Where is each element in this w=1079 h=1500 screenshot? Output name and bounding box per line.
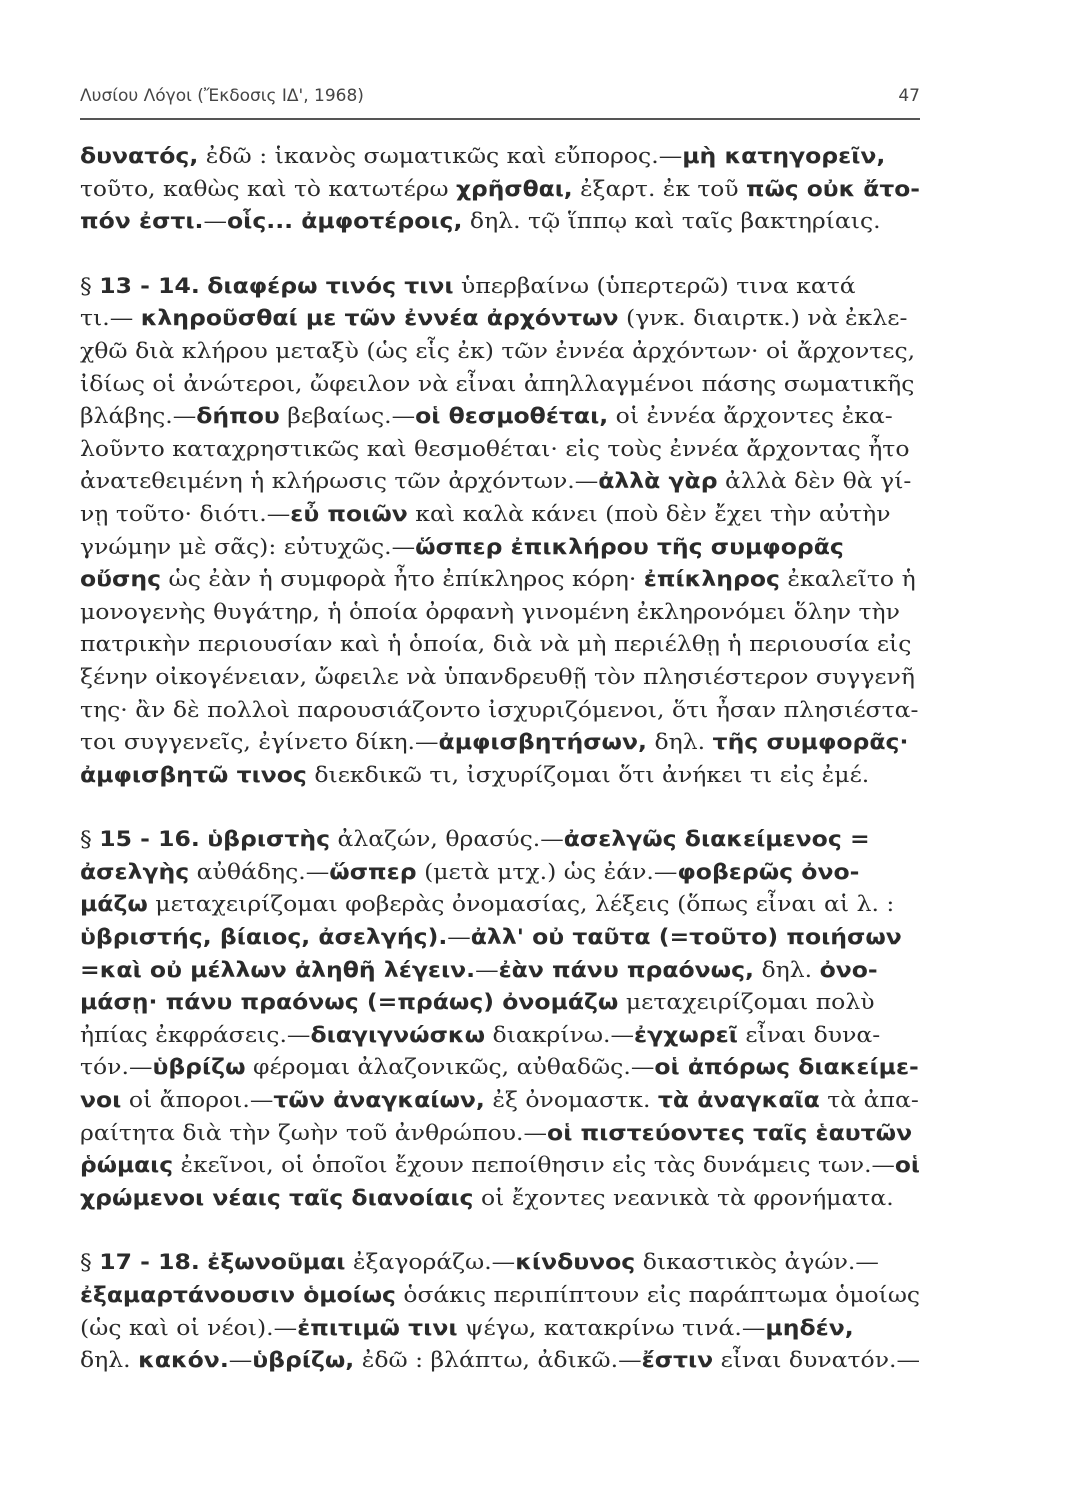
text-line [80,986,920,1019]
lemma-term: τῆς συμφορᾶς· [712,730,909,755]
gloss-text: τι.— [80,306,141,331]
text-line [80,1182,920,1215]
gloss-text: ἐξαγοράζω.— [345,1250,516,1275]
gloss-text: ἀλλὰ δὲν θὰ γί- [717,469,912,494]
line-content [80,921,902,954]
gloss-text: δικαστικὸς ἀγών.— [635,1250,879,1275]
lemma-term: ἀλλ' οὐ ταῦτα (=τοῦτο) ποιήσων [470,925,902,950]
commentary-paragraph [80,270,920,792]
lemma-term: ἐξαμαρτάνουσιν ὁμοίως [80,1283,396,1307]
text-line [80,1084,920,1117]
gloss-text: βλάβης.— [80,404,197,429]
lemma-term: ἀμφισβητῶ τινος [80,762,307,787]
lemma-term: τῶν ἀναγκαίων, [273,1088,485,1113]
text-line [80,596,920,629]
line-content [80,433,909,466]
gloss-text: ἀλαζών, θρασύς.— [330,827,564,852]
text-line [80,563,920,596]
gloss-text: οἱ ἄποροι.— [121,1088,274,1113]
line-content [80,954,878,987]
running-header [80,86,920,114]
gloss-text: ψέγω, κατακρίνω τινά.— [457,1315,766,1340]
line-content [80,856,859,889]
gloss-text: § [80,827,100,852]
gloss-text: — [203,209,228,234]
gloss-text: § [80,273,100,298]
line-content [80,823,870,856]
gloss-text: της· ἂν δὲ πολλοὶ παρουσιάζοντο ἰσχυριζόμενοι, ὅτι ἦσαν πλησιέστα- [80,697,919,722]
text-line [80,335,920,368]
lemma-term: διαφέρω τινός τινι [207,273,454,298]
line-content [80,986,875,1019]
gloss-text: εἶναι δυνα- [737,1022,881,1047]
text-line [80,921,920,954]
gloss-text: ἐδῶ : ἱκανὸς σωματικῶς καὶ εὔπορος.— [198,144,683,168]
text-line [80,205,920,238]
lemma-term: οἱ πιστεύοντες ταῖς ἑαυτῶν [547,1120,913,1145]
gloss-text: βεβαίως.— [279,404,416,429]
text-line [80,1312,920,1345]
line-content [80,140,885,173]
gloss-text [200,274,207,298]
text-line [80,888,920,921]
gloss-text: ἠπίας ἐκφράσεις.— [80,1022,311,1047]
gloss-text: ἐξ ὀνομαστκ. [484,1088,658,1113]
line-content [80,1246,879,1279]
text-line [80,661,920,694]
gloss-text [200,827,207,851]
gloss-text: διεκδικῶ τι, ἰσχυρίζομαι ὅτι ἀνήκει τι εἰς ἐμέ. [306,762,870,787]
lemma-term: τὰ ἀναγκαῖα [657,1088,820,1113]
line-content [80,759,869,792]
gloss-text: διακρίνω.— [485,1022,635,1047]
gloss-text: γνώμην μὲ σᾶς): εὐτυχῶς.— [80,534,416,559]
line-content [80,531,844,564]
lemma-term: κακόν. [138,1348,229,1373]
lemma-term: οἱ θεσμοθέται, [415,404,609,429]
lemma-term: διαγιγνώσκω [310,1022,486,1047]
gloss-text: νῃ τοῦτο· διότι.— [80,501,291,526]
lemma-term: ὑβρίζω [152,1055,246,1080]
text-line [80,498,920,531]
gloss-text: ἐδῶ : βλάπτω, ἀδικῶ.— [354,1348,642,1373]
line-content [80,1084,919,1117]
line-content [80,400,893,433]
line-content [80,563,916,596]
line-content [80,498,891,531]
commentary-paragraph [80,1246,920,1376]
lemma-term: εὖ ποιῶν [290,501,408,526]
gloss-text: δηλ. [646,730,713,755]
gloss-text: (ὡς καὶ οἱ νέοι).— [80,1315,298,1340]
gloss-text: ραίτητα διὰ τὴν ζωὴν τοῦ ἀνθρώπου.— [80,1120,548,1145]
line-content [80,661,915,694]
line-content [80,694,918,727]
text-line [80,1344,920,1377]
lemma-term: οἱ [894,1153,920,1178]
lemma-term: οἷς... ἀμφοτέροις, [227,209,463,234]
lemma-term: χρώμενοι νέαις ταῖς διανοίαις [80,1185,474,1210]
lemma-term: ἐὰν πάνυ πραόνως, [498,957,754,982]
line-content [80,1279,920,1312]
lemma-term: ἀσελγῶς διακείμενος = [563,827,870,852]
gloss-text: οἱ ἔχοντες νεανικὰ τὰ φρονήματα. [473,1185,894,1210]
text-line [80,823,920,856]
text-line [80,465,920,498]
text-line [80,1246,920,1279]
lemma-term: μηδέν, [765,1315,854,1340]
lemma-term: ῥώμαις [80,1153,174,1178]
gloss-text: οἱ ἐννέα ἄρχοντες ἐκα- [608,404,893,429]
lemma-term: δυνατός, [80,144,199,168]
gloss-text: — [228,1348,253,1373]
lemma-term: ἐγχωρεῖ [634,1022,738,1047]
text-line [80,270,920,303]
line-content [80,270,856,303]
lemma-term: ἐπιτιμῶ τινι [297,1315,458,1340]
text-line [80,1019,920,1052]
header-rule [80,118,920,120]
gloss-text: μεταχειρίζομαι πολὺ [618,990,875,1015]
lemma-term: ὑβριστής, βίαιος, ἀσελγής). [80,925,448,950]
lemma-term: ἀλλὰ γὰρ [598,469,718,494]
text-line [80,856,920,889]
gloss-text: δηλ. [80,1348,139,1373]
gloss-text: τὰ ἀπα- [819,1088,919,1113]
text-line [80,140,920,173]
running-title: Λυσίου Λόγοι (Ἔκδοσις ΙΔ', 1968) [80,86,364,106]
text-line [80,954,920,987]
gloss-text: ἐκαλεῖτο ἡ [779,567,916,592]
gloss-text: πατρικὴν περιουσίαν καὶ ἡ ὁποία, διὰ νὰ μὴ περιέλθῃ ἡ περιουσία εἰς [80,632,912,657]
lemma-term: ἐξωνοῦμαι [207,1250,346,1275]
lemma-term: ὑβριστὴς [207,827,331,852]
line-content [80,1019,880,1052]
text-line [80,400,920,433]
text-line [80,1279,920,1312]
lemma-term: μάζω [80,892,148,917]
lemma-term: =καὶ οὐ μέλλων ἀληθῆ λέγειν. [80,957,476,982]
commentary-paragraph [80,823,920,1214]
gloss-text: (μετὰ μτχ.) ὡς ἐάν.— [416,859,678,884]
lemma-term: 17 - 18. [99,1250,200,1275]
line-content [80,368,914,401]
line-content [80,1117,912,1150]
lemma-term: ἐπίκληρος [643,567,780,592]
gloss-text: ξένην οἰκογένειαν, ὤφειλε νὰ ὑπανδρευθῇ τὸν πλησιέστερον συγγενῆ [80,664,915,689]
lemma-term: ὥσπερ ἐπικλήρου τῆς συμφορᾶς [415,534,844,559]
line-content [80,726,908,759]
lemma-term: ὑβρίζω, [252,1348,355,1373]
gloss-text: τόν.— [80,1055,153,1080]
gloss-text: ἰδίως οἱ ἀνώτεροι, ὤφειλον νὰ εἶναι ἀπηλλαγμένοι πάσης σωματικῆς [80,371,915,396]
gloss-text: ὁσάκις περιπίπτουν εἰς παράπτωμα ὁμοίως [395,1283,920,1307]
text-line [80,1149,920,1182]
text-line [80,531,920,564]
lemma-term: οὔσης [80,567,162,592]
gloss-text: ἐκεῖνοι, οἱ ὁποῖοι ἔχουν πεποίθησιν εἰς τὰς δυνάμεις των.— [173,1153,895,1178]
gloss-text: δηλ. τῷ ἵππῳ καὶ ταῖς βακτηρίαις. [462,209,881,234]
line-content [80,1344,920,1377]
lemma-term: ἀμφισβητήσων, [438,730,647,755]
line-content [80,335,915,368]
gloss-text: χθῶ διὰ κλήρου μεταξὺ (ὡς εἷς ἐκ) τῶν ἐννέα ἀρχόντων· οἱ ἄρχοντες, [80,338,916,363]
gloss-text: μονογενὴς θυγάτηρ, ἡ ὁποία ὀρφανὴ γινομένη ἐκληρονόμει ὅλην τὴν [80,599,900,624]
gloss-text: καὶ καλὰ κάνει (ποὺ δὲν ἔχει τὴν αὐτὴν [407,501,891,526]
gloss-text: (γνκ. διαιρτκ.) νὰ ἐκλε- [618,306,908,331]
text-line [80,759,920,792]
gloss-text: — [447,925,471,950]
gloss-text: ὑπερβαίνω (ὑπερτερῶ) τινα κατά [453,273,856,298]
gloss-text: αὐθάδης.— [189,859,330,884]
gloss-text: — [475,957,499,982]
commentary-paragraph [80,140,920,238]
lemma-term: μάσῃ· πάνυ πραόνως (=πράως) ὀνομάζω [80,990,619,1015]
line-content [80,888,894,921]
lemma-term: ἀσελγὴς [80,859,190,884]
page-number: 47 [898,86,920,106]
gloss-text: ἀνατεθειμένη ἡ κλήρωσις τῶν ἀρχόντων.— [80,469,599,494]
gloss-text: λοῦντο καταχρηστικῶς καὶ θεσμοθέται· εἰς τοὺς ἐννέα ἄρχοντας ἦτο [80,436,910,461]
text-line [80,173,920,206]
line-content [80,1182,894,1215]
text-line [80,628,920,661]
line-content [80,1312,854,1345]
gloss-text: τοῦτο, καθὼς καὶ τὸ κατωτέρω [80,176,456,201]
gloss-text: εἶναι δυνατόν.— [713,1348,920,1373]
text-line [80,726,920,759]
text-line [80,694,920,727]
lemma-term: οἱ ἀπόρως διακείμε- [654,1055,919,1080]
line-content [80,1149,920,1182]
line-content [80,302,907,335]
line-content [80,205,881,238]
lemma-term: μὴ κατηγορεῖν, [682,144,886,168]
gloss-text [200,1250,207,1274]
lemma-term: 13 - 14. [99,273,200,298]
text-line [80,368,920,401]
lemma-term: ὀνο- [819,957,878,982]
line-content [80,1051,919,1084]
gloss-text: τοι συγγενεῖς, ἐγίνετο δίκη.— [80,730,439,755]
line-content [80,596,900,629]
lemma-term: κληροῦσθαί με τῶν ἐννέα ἀρχόντων [140,306,619,331]
gloss-text: μεταχειρίζομαι φοβερὰς ὀνομασίας, λέξεις (ὅπως εἶναι αἱ λ. : [147,892,895,917]
text-line [80,1117,920,1150]
lemma-term: δήπου [196,404,280,429]
gloss-text: δηλ. [753,957,820,982]
text-line [80,302,920,335]
lemma-term: χρῆσθαι, [455,176,573,201]
lemma-term: 15 - 16. [99,827,200,852]
gloss-text: ὡς ἐὰν ἡ συμφορὰ ἦτο ἐπίκληρος κόρη· [161,567,644,592]
lemma-term: ὥσπερ [329,859,417,884]
text-line [80,1051,920,1084]
gloss-text: φέρομαι ἀλαζονικῶς, αὐθαδῶς.— [245,1055,655,1080]
gloss-text: § [80,1250,100,1275]
lemma-term: πῶς οὐκ ἄτο- [745,176,920,201]
line-content [80,465,911,498]
lemma-term: ἔστιν [641,1348,714,1373]
lemma-term: κίνδυνος [515,1250,636,1275]
line-content [80,628,911,661]
text-line [80,433,920,466]
commentary-body [80,140,920,1377]
lemma-term: νοι [80,1088,122,1113]
gloss-text: ἐξαρτ. ἐκ τοῦ [572,176,746,201]
lemma-term: φοβερῶς ὀνο- [677,859,860,884]
lemma-term: πόν ἐστι. [80,209,204,234]
line-content [80,173,920,206]
